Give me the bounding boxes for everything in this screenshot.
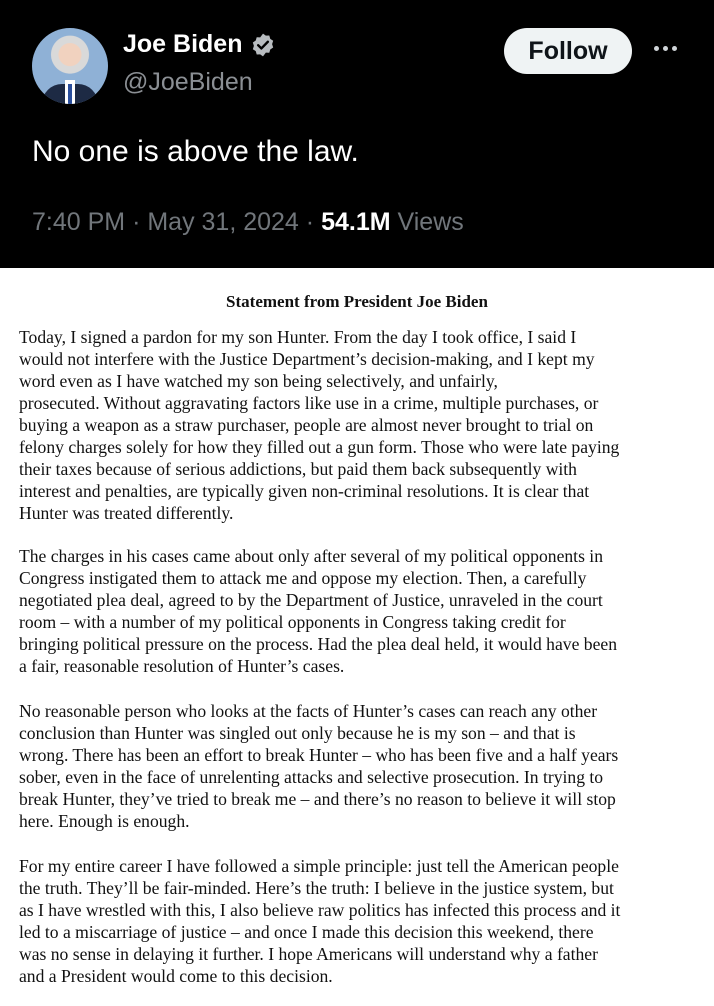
- follow-button[interactable]: Follow: [504, 28, 632, 74]
- paragraph-line: negotiated plea deal, agreed to by the Department of Justice, unraveled in the court: [19, 590, 603, 610]
- meta-separator: ·: [132, 208, 141, 236]
- paragraph-line: sober, even in the face of unrelenting attacks and selective prosecution. In trying to: [19, 767, 604, 787]
- more-dot: [663, 46, 668, 51]
- more-dot: [654, 46, 659, 51]
- tweet-text: No one is above the law.: [32, 135, 359, 168]
- author-handle[interactable]: @JoeBiden: [123, 68, 253, 96]
- paragraph-line: buying a weapon as a straw purchaser, people are almost never brought to trial on: [19, 415, 594, 435]
- paragraph-line: room – with a number of my political opponents in Congress taking credit for: [19, 612, 566, 632]
- paragraph-line: The charges in his cases came about only after several of my political opponents in: [19, 546, 603, 566]
- paragraph-line: was no sense in delaying it further. I hope Americans will understand why a father: [19, 944, 598, 964]
- paragraph-line: word even as I have watched my son being selectively, and unfairly,: [19, 371, 498, 391]
- paragraph-line: led to a miscarriage of justice – and once I made this decision this weekend, there: [19, 922, 594, 942]
- paragraph-line: here. Enough is enough.: [19, 811, 190, 831]
- paragraph-line: bringing political pressure on the process. Had the plea deal held, it would have been: [19, 634, 618, 654]
- paragraph-line: wrong. There has been an effort to break Hunter – who has been five and a half years: [19, 745, 619, 765]
- statement-title: Statement from President Joe Biden: [226, 292, 488, 311]
- paragraph-line: Congress instigated them to attack me and oppose my election. Then, a carefully: [19, 568, 587, 588]
- more-options-icon[interactable]: [648, 33, 682, 63]
- avatar-tie: [68, 84, 72, 104]
- views-label: Views: [397, 208, 464, 236]
- paragraph-line: a fair, reasonable resolution of Hunter’s cases.: [19, 656, 345, 676]
- paragraph-line: as I have wrestled with this, I also believe raw politics has infected this process and it: [19, 900, 621, 920]
- tweet-date[interactable]: May 31, 2024: [147, 208, 299, 236]
- paragraph-line: For my entire career I have followed a simple principle: just tell the American people: [19, 856, 619, 876]
- meta-separator: ·: [305, 208, 315, 236]
- paragraph-line: Today, I signed a pardon for my son Hunter. From the day I took office, I said I: [19, 327, 577, 347]
- paragraph-line: and a President would come to this decision.: [19, 966, 333, 986]
- paragraph-line: the truth. They’ll be fair-minded. Here’s the truth: I believe in the justice system, but: [19, 878, 614, 898]
- statement-paragraph: [19, 855, 704, 987]
- paragraph-line: conclusion than Hunter was singled out only because he is my son – and that is: [19, 723, 576, 743]
- statement-paragraph: [19, 700, 704, 832]
- paragraph-line: prosecuted. Without aggravating factors like use in a crime, multiple purchases, or: [19, 393, 599, 413]
- statement-image: [0, 268, 714, 1006]
- avatar[interactable]: [32, 28, 108, 104]
- tweet-card: [0, 0, 714, 268]
- author-name-row[interactable]: [123, 30, 276, 59]
- paragraph-line: felony charges solely for how they filled out a gun form. Those who were late paying: [19, 437, 620, 457]
- statement-paragraph: [19, 545, 704, 677]
- paragraph-line: interest and penalties, are typically given non-criminal resolutions. It is clear that: [19, 481, 590, 501]
- paragraph-line: would not interfere with the Justice Department’s decision-making, and I kept my: [19, 349, 595, 369]
- tweet-meta: [32, 208, 464, 237]
- tweet-time[interactable]: 7:40 PM: [32, 208, 126, 236]
- statement-paragraph: [19, 326, 704, 524]
- more-dot: [672, 46, 677, 51]
- views-count: 54.1M: [321, 208, 391, 236]
- author-name[interactable]: Joe Biden: [123, 30, 243, 58]
- paragraph-line: their taxes because of serious addictions, but paid them back subsequently with: [19, 459, 577, 479]
- paragraph-line: break Hunter, they’ve tried to break me – and there’s no reason to believe it will stop: [19, 789, 616, 809]
- paragraph-line: No reasonable person who looks at the facts of Hunter’s cases can reach any other: [19, 701, 598, 721]
- verified-badge-icon: [250, 32, 276, 58]
- paragraph-line: Hunter was treated differently.: [19, 503, 234, 523]
